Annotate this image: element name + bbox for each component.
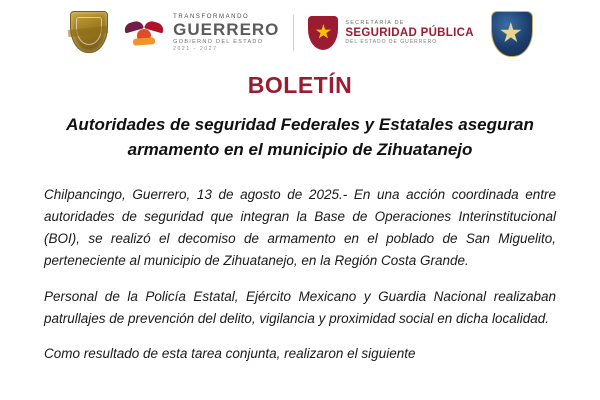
institutional-header bbox=[0, 0, 600, 64]
lockup-term-years: 2021 - 2027 bbox=[173, 45, 218, 52]
ssp-shield-star-icon bbox=[308, 16, 338, 50]
government-lockup bbox=[124, 14, 279, 52]
page-kicker: BOLETÍN bbox=[247, 72, 353, 98]
police-badge-icon bbox=[488, 9, 534, 57]
ssp-lockup bbox=[308, 16, 473, 50]
bulletin-body bbox=[44, 184, 556, 365]
eagle-emblem-icon bbox=[124, 14, 164, 52]
lockup-top-line: TRANSFORMANDO bbox=[173, 14, 250, 21]
ssp-line-1: SECRETARÍA DE bbox=[345, 19, 405, 26]
lockup-state-name: GUERRERO bbox=[173, 20, 280, 40]
ssp-line-3: DEL ESTADO DE GUERRERO bbox=[345, 38, 438, 45]
page-title: Autoridades de seguridad Federales y Estatales aseguran armamento en el municipio de Zihuatanejo bbox=[66, 115, 534, 159]
body-paragraph: Personal de la Policía Estatal, Ejército Mexicano y Guardia Nacional realizaban patrullajes de prevención del delito, vigilancia y proximidad social en dicha localidad. bbox=[44, 288, 556, 326]
ssp-line-2: SEGURIDAD PÚBLICA bbox=[345, 26, 474, 39]
body-paragraph: Chilpancingo, Guerrero, 13 de agosto de 2025.- En una acción coordinada entre autoridades de seguridad que integran la Base de Operaciones Interinstitucional (BOI), se realizó el decomiso de armamento en el poblado de San Miguelito, perteneciente al municipio de Zihuatanejo, en la Región Costa Grande. bbox=[44, 187, 556, 268]
body-paragraph: Como resultado de esta tarea conjunta, realizaron el siguiente bbox=[44, 346, 416, 362]
guerrero-state-seal-icon bbox=[66, 8, 110, 58]
lockup-subtitle: GOBIERNO DEL ESTADO bbox=[173, 39, 264, 46]
header-divider bbox=[293, 15, 294, 51]
